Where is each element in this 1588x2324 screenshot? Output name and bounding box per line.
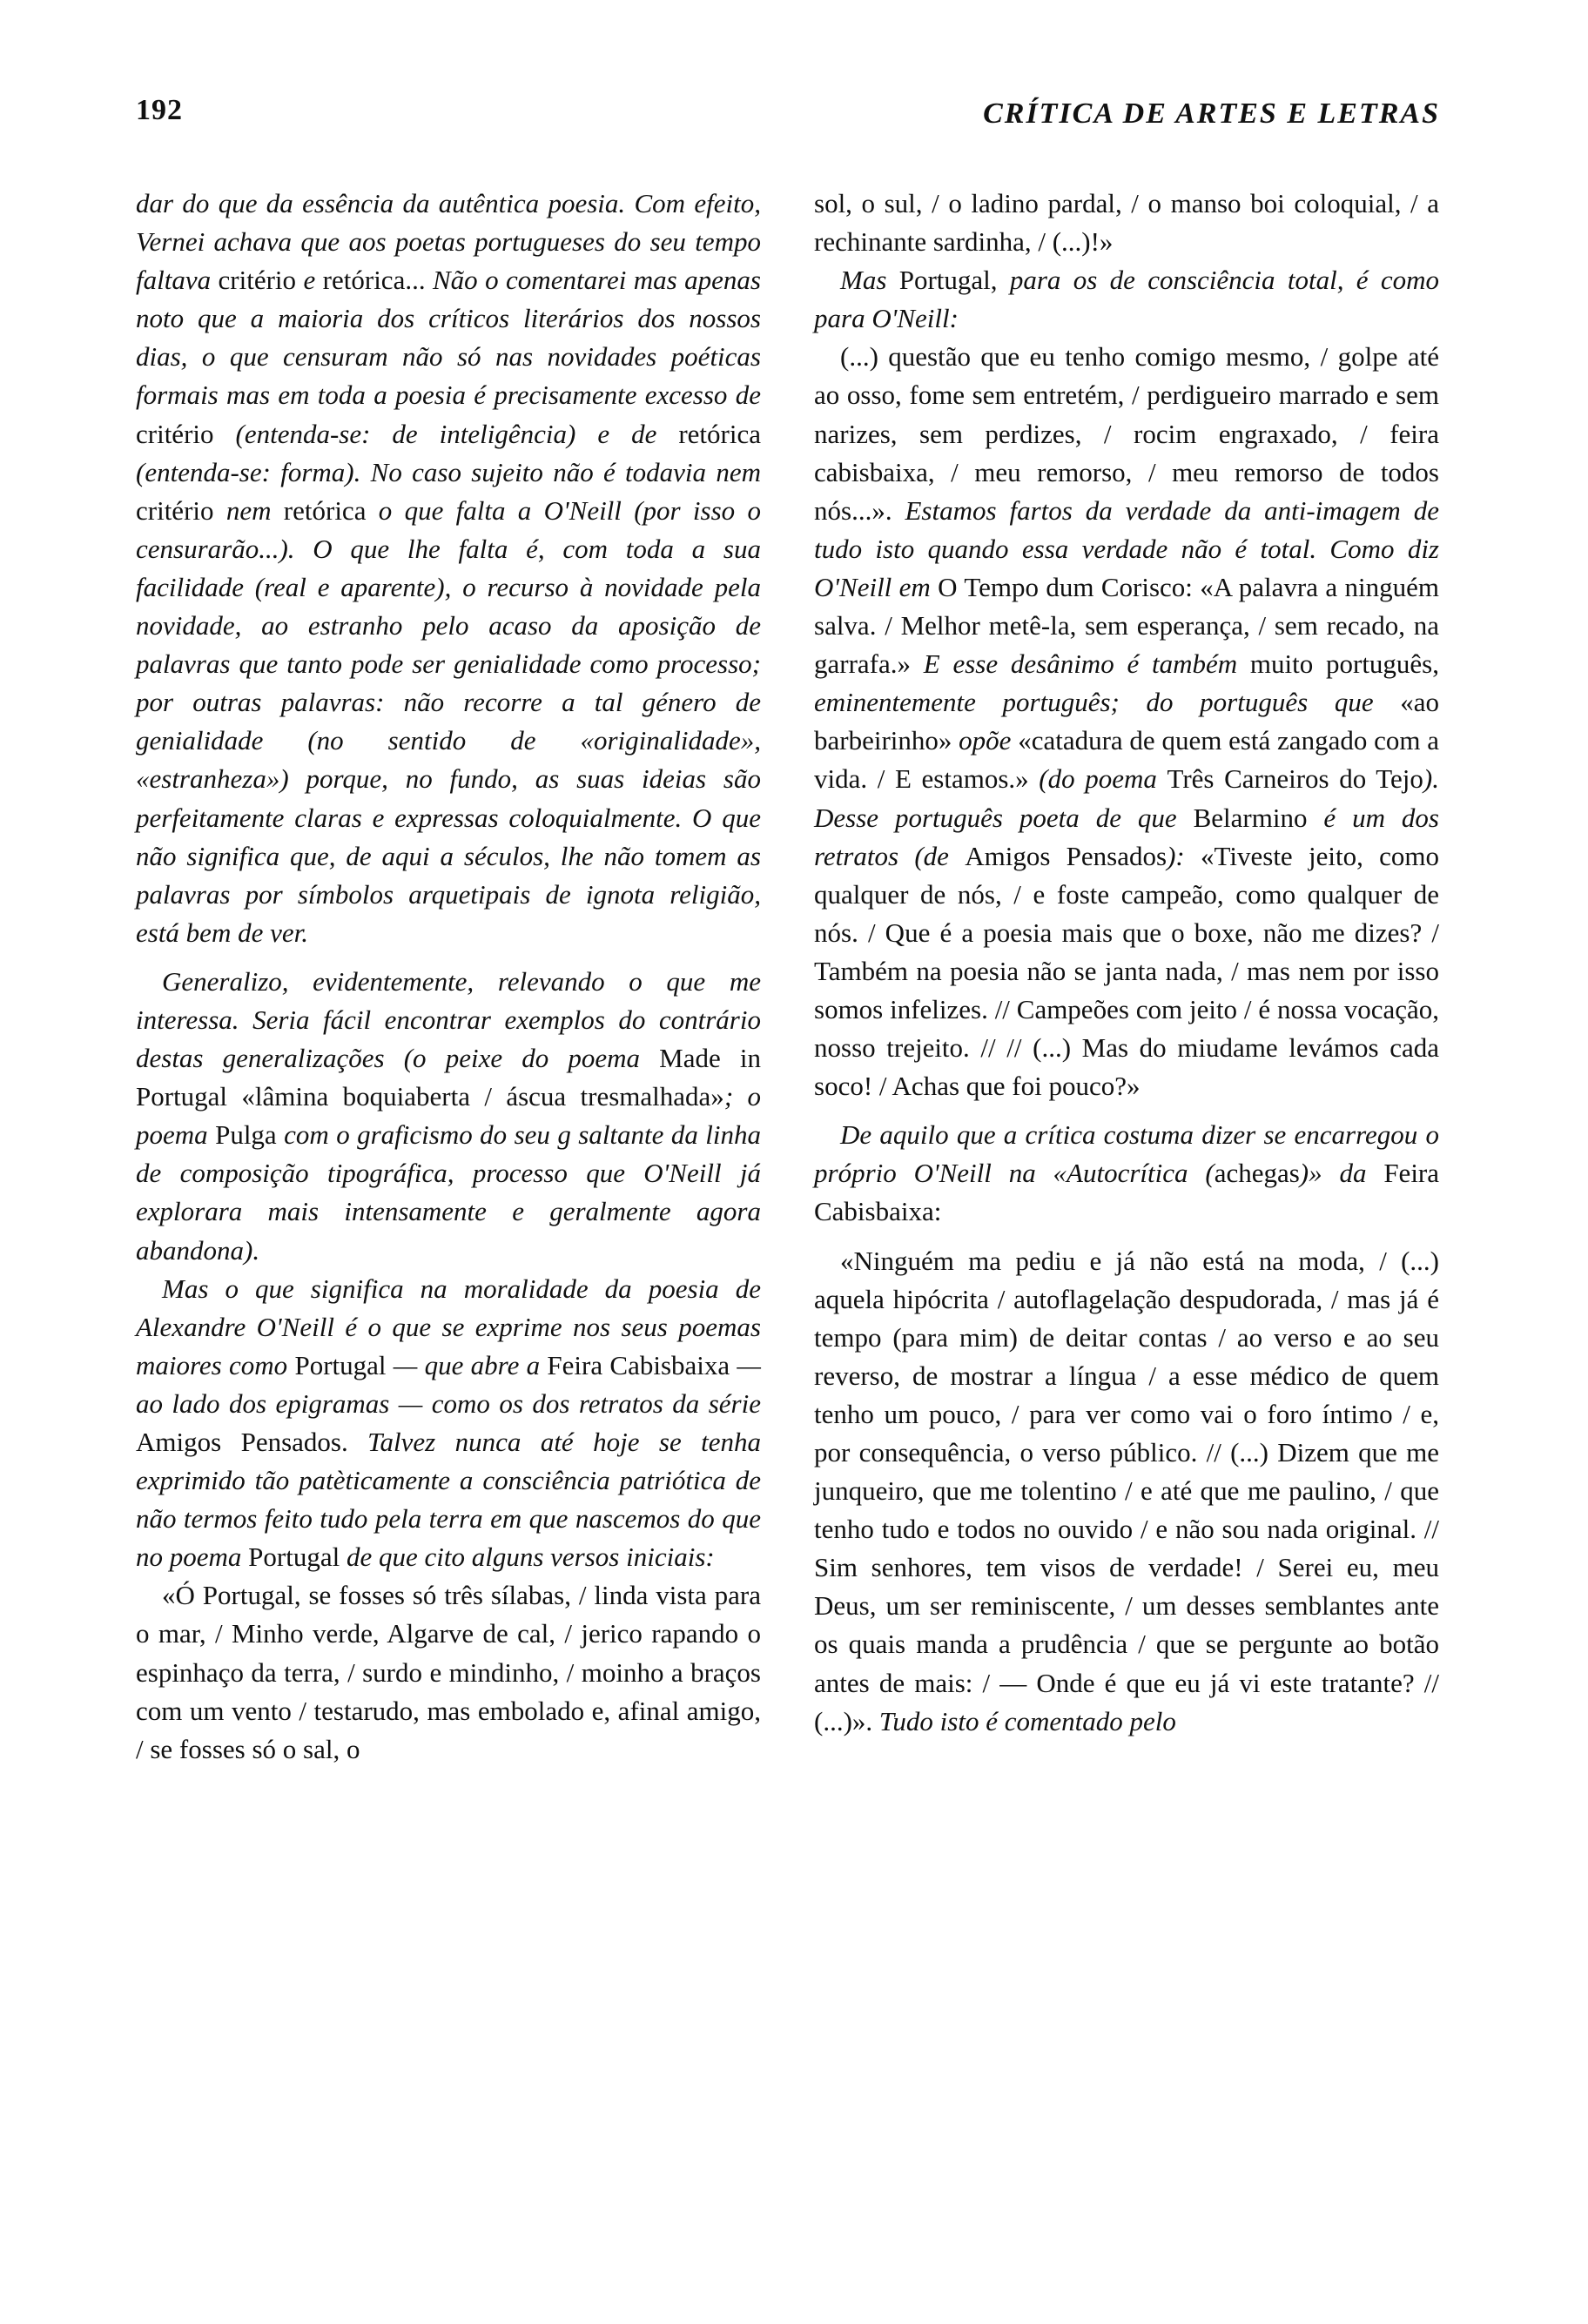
- paragraph: [136, 963, 761, 1270]
- text-run: Mas o que significa na moralidade da poesia de Alexandre O'Neill é o que se exprime nos seus poemas maiores como: [136, 1273, 761, 1380]
- text-run: (entenda-se: de inteligência) e de: [213, 418, 679, 449]
- text-run: sol, o sul, / o ladino pardal, / o manso boi coloquial, / a rechinante sardinha, / (...)!»: [814, 188, 1439, 258]
- text-run: e: [296, 265, 323, 296]
- text-run: de que cito alguns versos iniciais:: [340, 1541, 715, 1573]
- text-run: retórica...: [322, 265, 426, 296]
- text-run: Não o comentarei mas apenas noto que a maioria dos críticos literários dos nossos dias, o que censuram não só nas novidades poéticas formais mas em toda a poesia é precisamente excesso de: [136, 265, 761, 411]
- text-run: — que abre a: [386, 1349, 548, 1380]
- text-run: critério: [218, 265, 297, 296]
- text-run: «catadura de quem está zangado com a vida. / E estamos.»: [814, 725, 1439, 795]
- text-run: E esse desânimo é também: [911, 648, 1250, 680]
- text-run: (...) questão que eu tenho comigo mesmo, / golpe até ao osso, fome sem entretém, / perdigueiro marrado e sem narizes, sem perdizes, / rocim engraxado, / feira cabisbaixa, / meu remorso, / meu remorso de todos nós...».: [814, 341, 1439, 526]
- text-run: ):: [1167, 840, 1201, 871]
- text-run: (entenda-se: forma). No caso sujeito não é todavia nem: [136, 456, 761, 487]
- text-run: Tudo isto é comentado pelo: [872, 1705, 1176, 1736]
- text-run: Portugal: [294, 1349, 387, 1380]
- text-run: (do poema: [1028, 763, 1167, 795]
- text-run: nem: [213, 494, 284, 526]
- text-run: eminentemente português; do português que: [814, 687, 1401, 718]
- text-run: dar do que da essência da autêntica poesia. Com efeito, Vernei achava que aos poetas portugueses do seu tempo faltava: [136, 188, 761, 296]
- text-run: Pulga: [215, 1119, 277, 1151]
- text-run: O Tempo dum Corisco: «A palavra a ninguém salva. / Melhor metê-la, sem esperança, / sem recado, na garrafa.»: [814, 571, 1439, 680]
- text-run: retórica: [678, 418, 761, 449]
- running-title: CRÍTICA DE ARTES E LETRAS: [983, 97, 1440, 130]
- text-run: Talvez nunca até hoje se tenha exprimido tão patèticamente a consciência patriótica de não termos feito tudo pela terra em que nascemos do que no poema: [136, 1427, 761, 1573]
- text-run: com o graficismo do seu g saltante da linha de composição tipográfica, processo que O'Neill já explorara mais intensamente e geralmente agora abandona).: [136, 1119, 761, 1266]
- text-run: retórica: [283, 494, 367, 526]
- left-column: [136, 185, 761, 1769]
- text-run: é um dos retratos (de: [814, 802, 1439, 871]
- paragraph: [814, 1116, 1439, 1231]
- text-run: critério: [136, 494, 214, 526]
- text-run: «Ó Portugal, se fosses só três sílabas, / linda vista para o mar, / Minho verde, Algarve de cal, / jerico rapando o espinhaço da terra, / surdo e mindinho, / moinho a braços com um vento / testarudo, mas embolado e, afinal amigo, / se fosses só o sal, o: [136, 1580, 761, 1764]
- text-run: para os de consciência total, é como para O'Neill:: [814, 265, 1439, 334]
- text-run: ; o poema: [136, 1081, 762, 1151]
- text-run: Estamos fartos da verdade da anti-imagem de tudo isto quando essa verdade não é total. Como diz O'Neill em: [814, 494, 1439, 602]
- text-run: muito português,: [1249, 648, 1439, 680]
- text-run: «Tiveste jeito, como qualquer de nós, / e foste campeão, como qualquer de nós. / Que é a poesia mais que o boxe, não me dizes? / Também na poesia não se janta nada, / mas nem por isso somos infelizes. // Campeões com jeito / é nossa vocação, nosso trejeito. // // (...) Mas do miudame levámos cada soco! / Achas que foi pouco?»: [814, 840, 1439, 1102]
- text-run: «ao barbeirinho»: [814, 687, 1439, 756]
- text-run: «lâmina boquiaberta / áscua tresmalhada»: [227, 1081, 724, 1112]
- text-run: opõe: [952, 725, 1019, 756]
- text-run: Amigos Pensados.: [136, 1427, 348, 1457]
- right-column: [814, 185, 1439, 1741]
- text-run: Generalizo, evidentemente, relevando o que me interessa. Seria fácil encontrar exemplos do contrário destas generalizações (o peixe do poema: [136, 965, 761, 1074]
- text-run: Três Carneiros do Tejo: [1167, 763, 1423, 795]
- text-run: De aquilo que a crítica costuma dizer se encarregou o próprio O'Neill na «Autocrítica (: [814, 1119, 1439, 1189]
- text-run: — ao lado dos epigramas — como os dos retratos da série: [136, 1349, 761, 1419]
- text-run: Portugal: [248, 1541, 340, 1573]
- paragraph: [136, 1270, 761, 1577]
- page-number: 192: [136, 94, 183, 126]
- text-run: achegas: [1214, 1158, 1300, 1189]
- text-run: )» da: [1299, 1158, 1384, 1189]
- text-run: Feira Cabisbaixa:: [814, 1158, 1440, 1227]
- text-run: Belarmino: [1193, 802, 1308, 833]
- text-run: ). Desse português poeta de que: [814, 763, 1439, 833]
- text-run: Feira Cabisbaixa: [547, 1349, 730, 1380]
- paragraph: [136, 185, 761, 952]
- text-run: critério: [136, 418, 214, 449]
- text-run: o que falta a O'Neill (por isso o censurarão...). O que lhe falta é, com toda a sua facilidade (real e aparente), o recurso à novidade pela novidade, ao estranho pelo acaso da aposição de palavras que tanto pode ser genialidade como processo; por outras palavras: não recorre a tal género de genialidade (no sentido de «originalidade», «estranheza») porque, no fundo, as suas ideias são perfeitamente claras e expressas coloquialmente. O que não significa que, de aqui a séculos, lhe não tomem as palavras por símbolos arquetipais de ignota religião, está bem de ver.: [136, 494, 761, 948]
- paragraph: [814, 261, 1439, 338]
- text-run: Mas: [840, 265, 899, 296]
- verse-quote: [814, 1242, 1439, 1741]
- text-run: Made in Portugal: [136, 1043, 761, 1112]
- text-run: Amigos Pensados: [965, 840, 1167, 871]
- text-run: Portugal,: [898, 265, 998, 296]
- verse-quote: [136, 1576, 761, 1768]
- text-run: «Ninguém ma pediu e já não está na moda, / (...) aquela hipócrita / autoflagelação despudorada, / mas já é tempo (para mim) de deitar contas / ao verso e ao seu reverso, de mostrar a língua / a esse médico de quem tenho um pouco, / para ver como vai o foro íntimo / e, por consequência, o verso público. // (...) Dizem que me junqueiro, que me tolentino / e até que me paulino, / que tenho tudo e todos no ouvido / e não sou nada original. // Sim senhores, tem visos de verdade! / Serei eu, meu Deus, um ser reminiscente, / um desses semblantes ante os quais manda a prudência / que se pergunte ao botão antes de mais: / — Onde é que eu já vi este tratante? // (...)».: [814, 1245, 1439, 1736]
- paragraph: [814, 338, 1439, 1105]
- verse-quote: [814, 185, 1439, 261]
